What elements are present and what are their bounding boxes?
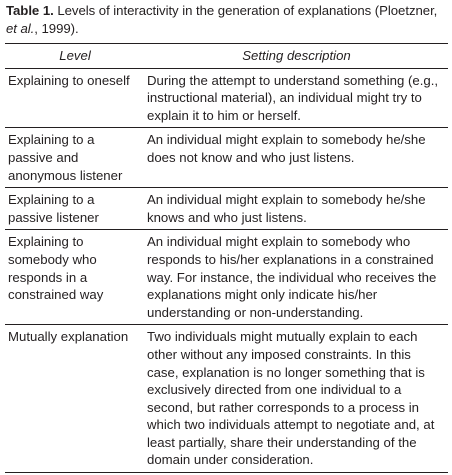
table-row — [5, 128, 448, 188]
header-level: Level — [5, 44, 145, 69]
description-cell: An individual might explain to somebody who responds to his/her explanations in a constrained way. For instance, the individual who receives the explanations might only indicate his/her understanding or non-understanding. — [145, 230, 448, 325]
table-row — [5, 68, 448, 128]
interactivity-levels-table — [5, 43, 448, 473]
level-cell: Explaining to somebody who responds in a constrained way — [5, 230, 145, 325]
description-cell: Two individuals might mutually explain to each other without any imposed constraints. In this case, explanation is no longer something that is exclusively directed from one individual to a second, but rather corresponds to a process in which two individuals attempt to negotiate and, at least partially, share their understanding of the domain under consideration. — [145, 325, 448, 473]
table-row — [5, 325, 448, 473]
level-cell: Explaining to a passive listener — [5, 188, 145, 230]
table-caption-etal: et al. — [6, 21, 35, 36]
table-header-row — [5, 44, 448, 69]
table-row — [5, 188, 448, 230]
table-caption — [6, 2, 448, 38]
table-row — [5, 230, 448, 325]
table-caption-label: Table 1. — [6, 3, 54, 18]
level-cell: Explaining to oneself — [5, 68, 145, 128]
description-cell: An individual might explain to somebody he/she knows and who just listens. — [145, 188, 448, 230]
level-cell: Explaining to a passive and anonymous listener — [5, 128, 145, 188]
level-cell: Mutually explanation — [5, 325, 145, 473]
table-caption-year: , 1999). — [34, 21, 79, 36]
header-setting-description: Setting description — [145, 44, 448, 69]
description-cell: During the attempt to understand something (e.g., instructional material), an individual might try to explain it to him or herself. — [145, 68, 448, 128]
table-caption-text: Levels of interactivity in the generation of explanations (Ploetzner, — [53, 3, 438, 18]
description-cell: An individual might explain to somebody he/she does not know and who just listens. — [145, 128, 448, 188]
